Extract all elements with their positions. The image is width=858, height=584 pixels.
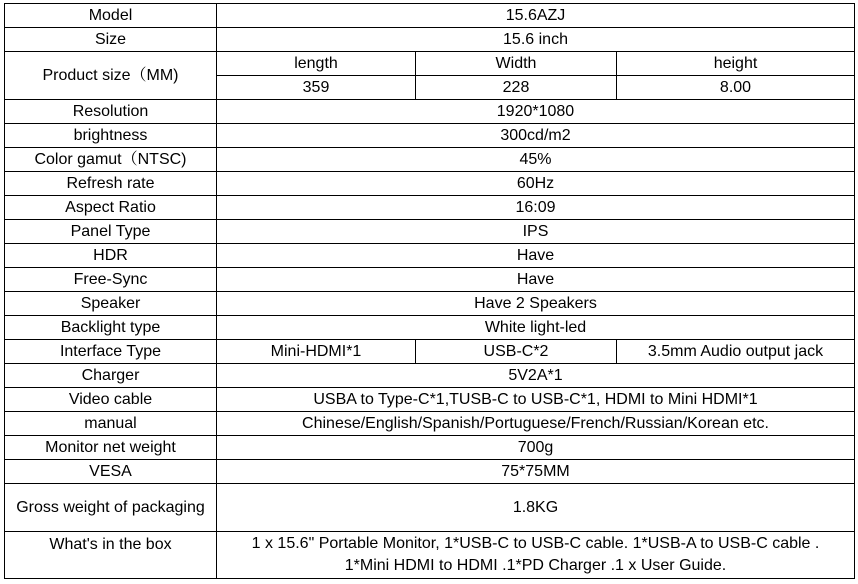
row-label-vesa: VESA — [5, 460, 217, 484]
box-contents-line-1: 1 x 15.6" Portable Monitor, 1*USB-C to USB-C cable. 1*USB-A to USB-C cable . — [251, 535, 820, 552]
row-label-video-cable: Video cable — [5, 388, 217, 412]
row-value-charger: 5V2A*1 — [217, 364, 855, 388]
row-label-brightness: brightness — [5, 124, 217, 148]
row-value-free-sync: Have — [217, 268, 855, 292]
row-label-color-gamut: Color gamut（NTSC) — [5, 148, 217, 172]
row-label-backlight-type: Backlight type — [5, 316, 217, 340]
row-label-resolution: Resolution — [5, 100, 217, 124]
product-size-value-length: 359 — [217, 76, 416, 100]
row-value-video-cable: USBA to Type-C*1,TUSB-C to USB-C*1, HDMI to Mini HDMI*1 — [217, 388, 855, 412]
table-row — [5, 460, 855, 484]
table-row — [5, 412, 855, 436]
row-label-whats-in-the-box: What's in the box — [5, 532, 217, 579]
row-value-backlight-type: White light-led — [217, 316, 855, 340]
row-value-refresh-rate: 60Hz — [217, 172, 855, 196]
table-row — [5, 220, 855, 244]
row-label-net-weight: Monitor net weight — [5, 436, 217, 460]
row-value-whats-in-the-box — [217, 532, 855, 579]
table-row — [5, 388, 855, 412]
row-value-net-weight: 700g — [217, 436, 855, 460]
table-row — [5, 364, 855, 388]
table-row — [5, 28, 855, 52]
row-value-panel-type: IPS — [217, 220, 855, 244]
table-row — [5, 532, 855, 579]
row-label-panel-type: Panel Type — [5, 220, 217, 244]
row-value-model: 15.6AZJ — [217, 4, 855, 28]
table-row — [5, 268, 855, 292]
row-label-interface-type: Interface Type — [5, 340, 217, 364]
row-value-vesa: 75*75MM — [217, 460, 855, 484]
box-contents-line-2: 1*Mini HDMI to HDMI .1*PD Charger .1 x User Guide. — [344, 557, 727, 574]
row-label-refresh-rate: Refresh rate — [5, 172, 217, 196]
table-row — [5, 196, 855, 220]
row-label-speaker: Speaker — [5, 292, 217, 316]
row-label-size: Size — [5, 28, 217, 52]
product-size-value-width: 228 — [416, 76, 617, 100]
row-value-color-gamut: 45% — [217, 148, 855, 172]
interface-value-mini-hdmi: Mini-HDMI*1 — [217, 340, 416, 364]
row-label-gross-weight: Gross weight of packaging — [5, 484, 217, 532]
row-label-aspect-ratio: Aspect Ratio — [5, 196, 217, 220]
row-value-speaker: Have 2 Speakers — [217, 292, 855, 316]
table-row — [5, 172, 855, 196]
table-row — [5, 148, 855, 172]
interface-value-audio-jack: 3.5mm Audio output jack — [617, 340, 855, 364]
table-row — [5, 316, 855, 340]
table-row — [5, 124, 855, 148]
row-label-charger: Charger — [5, 364, 217, 388]
row-label-manual: manual — [5, 412, 217, 436]
table-row — [5, 340, 855, 364]
product-size-header-length: length — [217, 52, 416, 76]
table-row — [5, 292, 855, 316]
spec-table — [4, 3, 855, 579]
row-value-manual: Chinese/English/Spanish/Portuguese/French/Russian/Korean etc. — [217, 412, 855, 436]
row-label-product-size: Product size（MM) — [5, 52, 217, 100]
row-value-resolution: 1920*1080 — [217, 100, 855, 124]
product-size-header-height: height — [617, 52, 855, 76]
row-value-size: 15.6 inch — [217, 28, 855, 52]
table-row — [5, 4, 855, 28]
product-size-value-height: 8.00 — [617, 76, 855, 100]
table-row — [5, 52, 855, 76]
row-value-hdr: Have — [217, 244, 855, 268]
row-value-gross-weight: 1.8KG — [217, 484, 855, 532]
table-row — [5, 244, 855, 268]
interface-value-usb-c: USB-C*2 — [416, 340, 617, 364]
table-row — [5, 100, 855, 124]
table-row — [5, 484, 855, 532]
row-value-brightness: 300cd/m2 — [217, 124, 855, 148]
product-size-header-width: Width — [416, 52, 617, 76]
row-value-aspect-ratio: 16:09 — [217, 196, 855, 220]
row-label-model: Model — [5, 4, 217, 28]
table-row — [5, 436, 855, 460]
row-label-free-sync: Free-Sync — [5, 268, 217, 292]
row-label-hdr: HDR — [5, 244, 217, 268]
